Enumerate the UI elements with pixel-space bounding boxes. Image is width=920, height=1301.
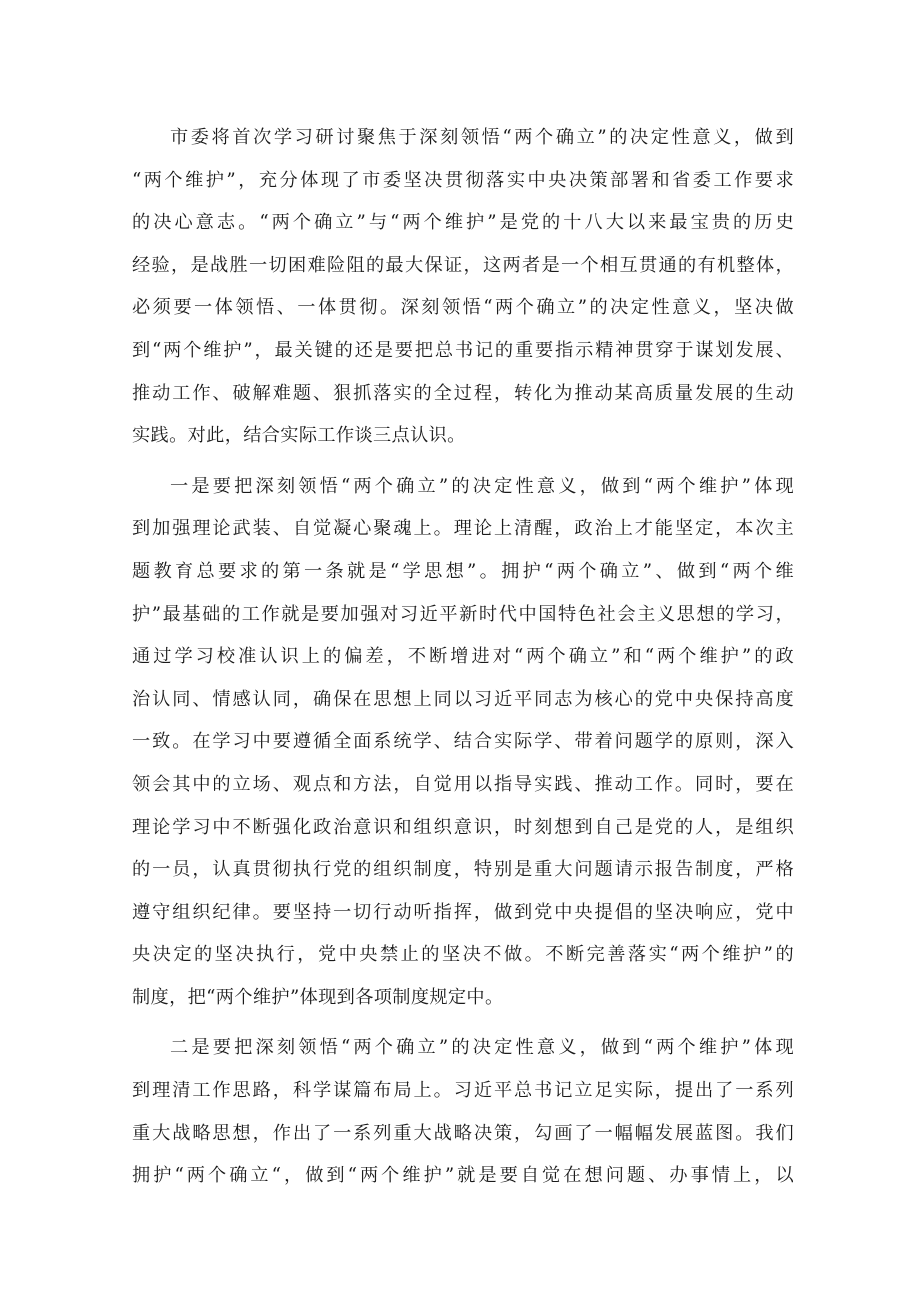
- paragraph-line: 治认同、情感认同，确保在思想上同以习近平同志为核心的党中央保持高度: [132, 688, 794, 710]
- paragraph-line: 通过学习校准认识上的偏差，不断增进对“两个确立”和“两个维护”的政: [132, 646, 794, 668]
- paragraph-line: 推动工作、破解难题、狠抓落实的全过程，转化为推动某高质量发展的生动: [132, 382, 794, 404]
- paragraph-line: 题教育总要求的第一条就是“学思想”。拥护“两个确立”、做到“两个维: [132, 560, 794, 582]
- paragraph-gap: [132, 1019, 794, 1027]
- paragraph-line: 拥护“两个确立“，做到“两个维护”就是要自觉在想问题、办事情上，以: [132, 1165, 794, 1187]
- paragraph-line: 央决定的坚决执行，党中央禁止的坚决不做。不断完善落实“两个维护”的: [132, 944, 794, 966]
- paragraph-line: 的一员，认真贯彻执行党的组织制度，特别是重大问题请示报告制度，严格: [132, 859, 794, 881]
- paragraph-line: 二是要把深刻领悟“两个确立”的决定性意义，做到“两个维护”体现: [170, 1037, 794, 1059]
- paragraph-line: 理论学习中不断强化政治意识和组织意识，时刻想到自己是党的人，是组织: [132, 816, 794, 838]
- paragraph-line: 到加强理论武装、自觉凝心聚魂上。理论上清醒，政治上才能坚定，本次主: [132, 518, 794, 540]
- paragraph-2: [132, 466, 794, 1020]
- paragraph-line: 一是要把深刻领悟“两个确立”的决定性意义，做到“两个维护”体现: [170, 475, 794, 497]
- paragraph-3: [132, 1027, 794, 1197]
- paragraph-line: 护”最基础的工作就是要加强对习近平新时代中国特色社会主义思想的学习，: [132, 603, 794, 625]
- paragraph-line: 制度，把“两个维护”体现到各项制度规定中。: [132, 986, 504, 1008]
- paragraph-line: 领会其中的立场、观点和方法，自觉用以指导实践、推动工作。同时，要在: [132, 773, 794, 795]
- paragraph-line: 到“两个维护”，最关键的还是要把总书记的重要指示精神贯穿于谋划发展、: [132, 339, 794, 361]
- paragraph-line: 的决心意志。“两个确立”与“两个维护”是党的十八大以来最宝贵的历史: [132, 212, 794, 234]
- paragraph-gap: [132, 458, 794, 466]
- paragraph-line: 实践。对此，结合实际工作谈三点认识。: [132, 425, 466, 447]
- paragraph-line: 重大战略思想，作出了一系列重大战略决策，勾画了一幅幅发展蓝图。我们: [132, 1122, 794, 1144]
- paragraph-line: “两个维护”，充分体现了市委坚决贯彻落实中央决策部署和省委工作要求: [132, 169, 794, 191]
- paragraph-line: 一致。在学习中要遵循全面系统学、结合实际学、带着问题学的原则，深入: [132, 731, 794, 753]
- paragraph-line: 经验，是战胜一切困难险阻的最大保证，这两者是一个相互贯通的有机整体，: [132, 254, 794, 276]
- paragraph-line: 必须要一体领悟、一体贯彻。深刻领悟“两个确立”的决定性意义，坚决做: [132, 297, 794, 319]
- paragraph-1: [132, 117, 794, 458]
- paragraph-line: 遵守组织纪律。要坚持一切行动听指挥，做到党中央提倡的坚决响应，党中: [132, 901, 794, 923]
- paragraph-line: 市委将首次学习研讨聚焦于深刻领悟“两个确立”的决定性意义，做到: [170, 127, 794, 148]
- document-body: [132, 117, 794, 1198]
- paragraph-line: 到理清工作思路，科学谋篇布局上。习近平总书记立足实际，提出了一系列: [132, 1080, 794, 1102]
